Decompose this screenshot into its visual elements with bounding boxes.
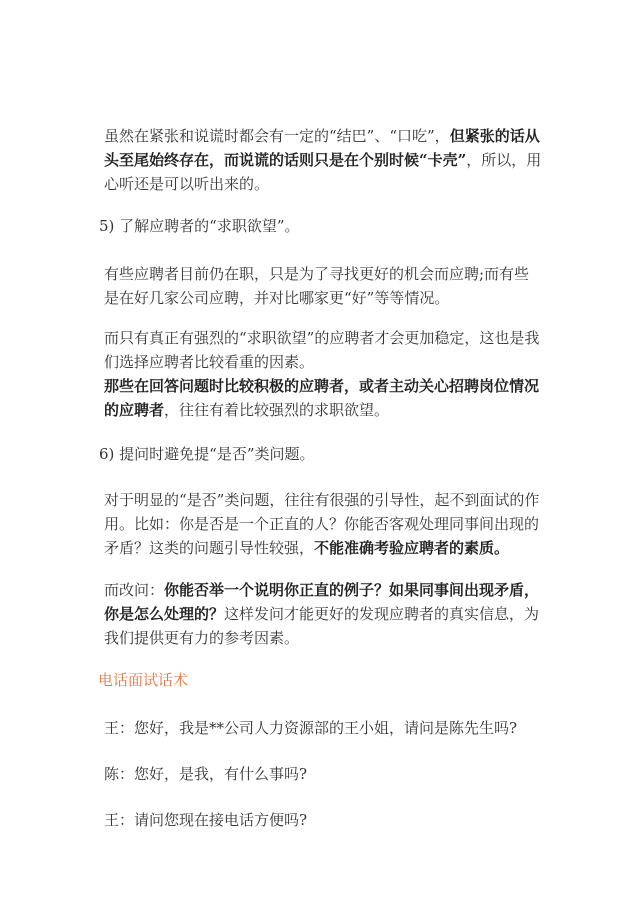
paragraph-text: 而改问： bbox=[104, 581, 165, 599]
paragraph-text: ，往往有着比较强烈的求职欲望。 bbox=[164, 401, 390, 419]
paragraph-rephrase bbox=[104, 578, 544, 650]
bold-text: 不能准确考验应聘者的素质。 bbox=[314, 539, 510, 557]
paragraph-text: 虽然在紧张和说谎时都会有一定的“结巴”、“口吃”， bbox=[104, 127, 450, 145]
bold-text: 但紧张的话从头至尾始终存在，而说谎的话则只是在个别时候“卡壳” bbox=[104, 127, 540, 169]
paragraph-in-job: 有些应聘者目前仍在职，只是为了寻找更好的机会而应聘;而有些是在好几家公司应聘，并对比哪家更“好”等等情况。 bbox=[104, 265, 530, 307]
heading-6: 6) 提问时避免提“是否”类问题。 bbox=[99, 445, 315, 463]
paragraph-active bbox=[104, 374, 544, 422]
dialog-line: 陈：您好，是我，有什么事吗? bbox=[104, 765, 308, 783]
section-title: 电话面试话术 bbox=[98, 671, 189, 689]
bold-text: 你能否举一个说明你正直的例子？如果同事间出现矛盾，你是怎么处理的？ bbox=[104, 581, 540, 623]
dialog-line: 王：请问您现在接电话方便吗? bbox=[104, 811, 308, 829]
paragraph-yes-no bbox=[104, 488, 544, 560]
paragraph-text: 这样发问才能更好的发现应聘者的真实信息，为我们提供更有力的参考因素。 bbox=[104, 605, 540, 647]
dialog-line: 王：您好，我是**公司人力资源部的王小姐，请问是陈先生吗? bbox=[104, 719, 518, 737]
paragraph-stutter bbox=[104, 124, 544, 196]
paragraph-desire: 而只有真正有强烈的“求职欲望”的应聘者才会更加稳定，这也是我们选择应聘者比较看重的因素。 bbox=[104, 329, 540, 371]
heading-5: 5) 了解应聘者的“求职欲望”。 bbox=[99, 217, 300, 235]
paragraph-text: ，所以，用心听还是可以听出来的。 bbox=[104, 151, 542, 193]
paragraph-text: 对于明显的“是否”类问题，往往有很强的引导性，起不到面试的作用。比如：你是否是一个正直的人？你能否客观处理同事间出现的矛盾？这类的问题引导性较强， bbox=[104, 491, 540, 557]
bold-text: 那些在回答问题时比较积极的应聘者，或者主动关心招聘岗位情况的应聘者 bbox=[104, 377, 540, 419]
